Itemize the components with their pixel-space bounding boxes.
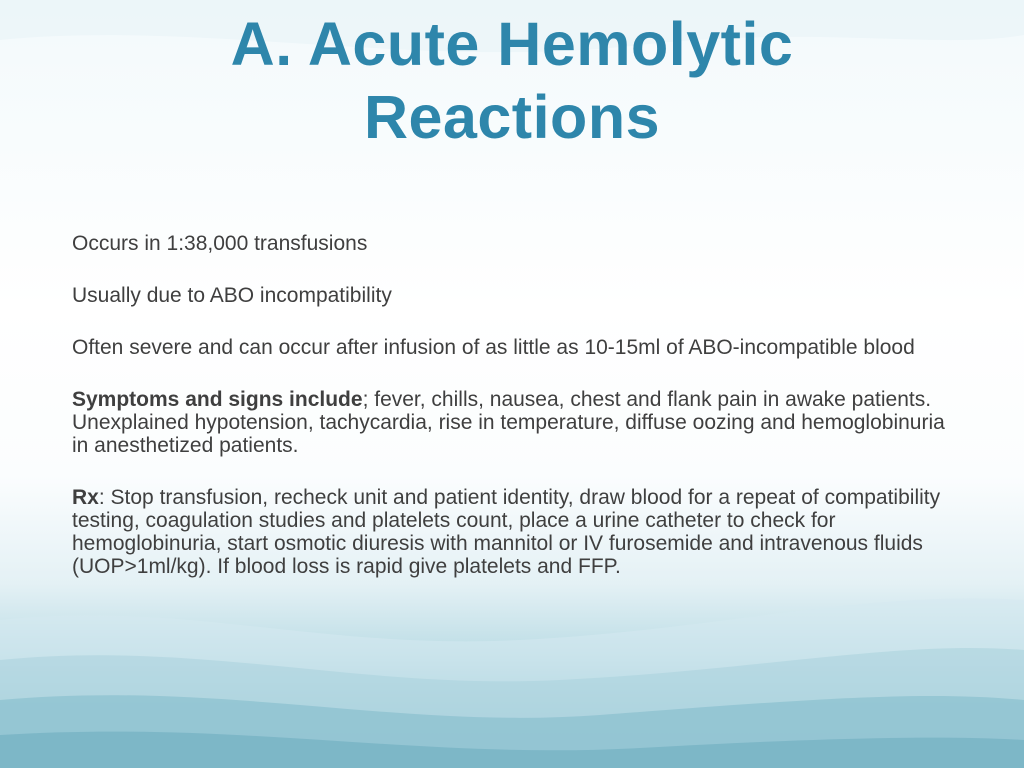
treatment-text: : Stop transfusion, recheck unit and patient identity, draw blood for a repeat of compatibility testing, coagulation studies and platelets count, place a urine catheter to check for hemoglobinuria, start osmotic diuresis with mannitol or IV furosemide and intravenous fluids (UOP>1ml/kg). If blood loss is rapid give platelets and FFP. (72, 486, 941, 578)
symptoms-lead: Symptoms and signs include (72, 388, 363, 411)
slide-title (112, 8, 912, 154)
paragraph-incidence: Occurs in 1:38,000 transfusions (72, 232, 368, 255)
title-line-1: A. Acute Hemolytic (230, 10, 794, 78)
paragraph-treatment (72, 486, 952, 578)
treatment-lead: Rx (72, 486, 99, 509)
paragraph-cause: Usually due to ABO incompatibility (72, 284, 392, 307)
symptoms-text: ; fever, chills, nausea, chest and flank pain in awake patients. Unexplained hypotension, tachycardia, rise in temperature, diffuse oozing and hemoglobinuria in anesthetized patients. (72, 388, 945, 457)
paragraph-symptoms (72, 388, 952, 457)
title-line-2: Reactions (363, 83, 661, 151)
paragraph-severity: Often severe and can occur after infusion of as little as 10-15ml of ABO-incompatible blood (72, 336, 915, 359)
slide-body (72, 232, 952, 607)
